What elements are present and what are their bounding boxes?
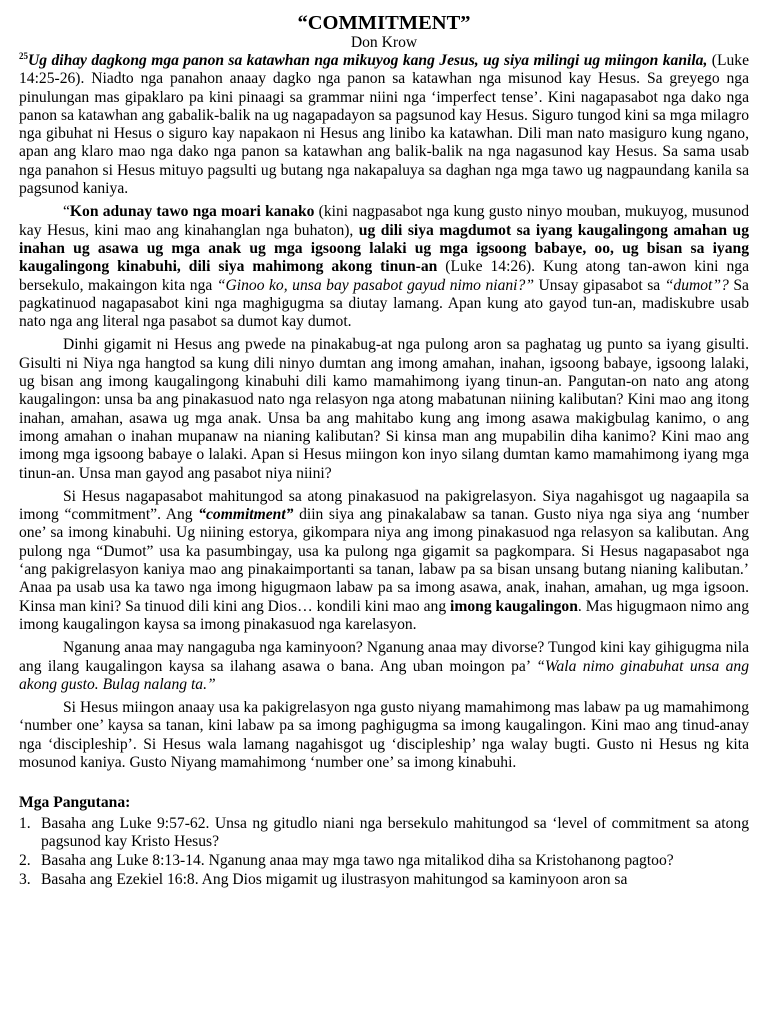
paragraph-2-text-4: Sa pagkatinuod nagapasabot kini nga maghigugma sa diutay lamang. Apan kung ato gayod tun-an, madiskubre usab nato nga ang literal nga pasabot sa dumot kay dumot. <box>19 276 749 331</box>
question-number: 1. <box>19 814 31 832</box>
questions-heading: Mga Pangutana: <box>19 794 131 812</box>
question-text: Basaha ang Ezekiel 16:8. Ang Dios migamit ug ilustrasyon mahitungod sa kaminyoon aron sa <box>41 871 628 889</box>
paragraph-4-text-2: diin siya ang pinakalabaw sa tanan. Gusto niya nga siya ang ‘number one’ sa imong kinabuhi. Ug niining estorya, gikompara niya ang imong pinakasuod nga relasyon sa kalibutan. Ang pulong nga “Dumot” usa ka pasumbingay, usa ka pulong nga gigamit sa pagkompara. Si Hesus nagapasabot nga ‘ang pakigrelasyon kaniya mao ang pinakaimportanti sa tanan, labaw pa sa bisan unsang butang nianing kalibutan.’ Anaa pa usab usa ka tawo nga imong higugmaon labaw pa sa imong asawa, anak, inahan, amahan, ug mga igsoon. Kinsa man kini? Sa tinuod dili kini ang Dios… kondili kini mao ang <box>19 506 749 615</box>
document-title: “COMMITMENT” <box>297 12 471 34</box>
question-text: Basaha ang Luke 9:57-62. Unsa ng gitudlo niani nga bersekulo mahitungod sa ‘level of commitment sa atong pagsunod kay Kristo Hesus? <box>41 814 749 850</box>
open-quote: “ <box>63 203 70 221</box>
paragraph-3: Dinhi gigamit ni Hesus ang pwede na pinakabug-at nga pulong aron sa paghatag ug punto sa iyang gisulti. Gisulti ni Niya nga hangtod sa kung dili ninyo dumtan ang imong amahan, inahan, igsoong babaye, igsoong lalaki, ug bisan ang imong kaugalingong kinabuhi dili kamo mamahimong iyang tinun-an. Pangutan-on nato ang atong kaugalingon: unsa ba ang pinakasuod nato nga relasyon nga atong mabatunan niining kalibutan? Kini mao ang itong inahan, amahan, asawa ug mga anak. Unsa ba ang mahitabo kung ang imong asawa makigbulag kanimo, o ang imong amahan o inahan mupanaw na nianing kalibutan? Si kinsa man ang mupabilin diha kanimo? Kini mao ang imong mga igsoong babaye o lalaki. Apan si Hesus miingon kon inyo silang dumtan kamo mamahimong iyang mga tinun-an. Unsa man gayod ang pasabot niya niini? <box>19 336 749 482</box>
paragraph-2 <box>19 203 749 331</box>
italic-phrase-1: “Ginoo ko, unsa bay pasabot gayud nimo niani?” <box>216 276 534 294</box>
paragraph-1 <box>19 52 749 198</box>
paragraph-5-quote: “Wala nimo ginabuhat unsa ang akong gusto. Bulag nalang ta.” <box>19 657 750 693</box>
commitment-emphasis: “commitment” <box>198 506 294 524</box>
paragraph-5-text: Nganung anaa may nangaguba nga kaminyoon? Nganung anaa may divorse? Tungod kini kay gihigugma nila ang ilang kaugalingon kaysa sa ilahang asawa o bana. Ang uban moingon pa’ <box>19 639 749 675</box>
paragraph-5 <box>19 639 749 694</box>
paragraph-2-text-2: (Luke 14:26). Kung atong tan-awon kini nga bersekulo, makaingon kita nga <box>19 258 749 294</box>
question-text: Basaha ang Luke 8:13-14. Nganung anaa may mga tawo nga mitalikod diha sa Kristohanong pagtoo? <box>41 852 674 870</box>
question-item <box>19 871 749 889</box>
imong-kaugalingon-emphasis: imong kaugalingon <box>450 597 578 615</box>
question-number: 3. <box>19 871 31 889</box>
scripture-quote: Ug dihay dagkong mga panon sa katawhan nga mikuyog kang Jesus, ug siya milingi ug miingon kanila, <box>28 52 708 69</box>
document-author: Don Krow <box>350 34 418 51</box>
questions-list <box>19 815 749 890</box>
bold-phrase-1: Kon adunay tawo nga moari kanako <box>69 203 315 221</box>
paragraph-2-text-3: Unsay gipasabot sa <box>534 276 665 294</box>
paragraph-4-text-3: . Mas higugmaon nimo ang imong kaugalingon kaysa sa imong pinakasuod nga karelasyon. <box>19 597 749 633</box>
paragraph-6: Si Hesus miingon anaay usa ka pakigrelasyon nga gusto niyang mamahimong mas labaw pa ug mamahimong ‘number one’ kaysa sa tanan, kini labaw pa sa imong paghigugma sa imong kaugalingon. Kini mao ang tinud-anay nga ‘discipleship’. Si Hesus wala lamang nagahisgot ug ‘discipleship’ nga walay bugti. Gusto ni Hesus ng kita mosunod kaniya. Gusto Niyang mamahimong ‘number one’ sa imong kinabuhi. <box>19 699 749 771</box>
verse-number: 25 <box>19 50 28 61</box>
italic-phrase-2: “dumot”? <box>664 276 729 294</box>
bold-phrase-2: ug dili siya magdumot sa iyang kaugalingong amahan ug inahan ug asawa ug mga anak ug mga igsoong lalaki ug mga igsoong babaye, oo, ug bisan sa iyang kaugalingong kinabuhi, dili siya mahimong akong tinun-an <box>19 221 749 276</box>
scripture-reference: (Luke 14:25-26). <box>19 52 749 88</box>
paragraph-4 <box>19 488 749 634</box>
paragraph-2-text-1: (kini nagpasabot nga kung gusto ninyo mouban, mukuyog, musunod kay Hesus, kini mao ang kinahanglan nga buhaton), <box>19 203 750 239</box>
paragraph-1-text: Niadto nga panahon anaay dagko nga panon sa katawhan nga misunod kay Hesus. Sa greyego nga pinulungan mas gipaklaro pa kini pinaagi sa grammar niini nga ‘imperfect tense’. Kini nagapasabot nga dako nga panon sa katawhan ang gabalik-balik na ug nagapadayon sa pagsunod kay Hesus. Siguro tungod kini sa mga milagro nga gibuhat ni Hesus o siguro kay napakaon ni Hesus ang linibo ka katawhan. Dili man nato masiguro kung ngano, apan ang klaro mao nga dako nga panon sa katawhan ang balik-balik na nga nagasunod kay Hesus. Sa sama usab nga panahon si Hesus mituyo pagsulti ug butang nga nakapaluya sa daghan nga mga tawo ug nagpaundang kanila sa pagsunod kaniya. <box>19 70 750 198</box>
question-number: 2. <box>19 852 31 870</box>
question-item <box>19 815 749 852</box>
paragraph-4-text-1: Si Hesus nagapasabot mahitungod sa atong pinakasuod na pakigrelasyon. Siya nagahisgot ug nagaapila sa imong “commitment”. Ang <box>19 487 749 524</box>
question-item <box>19 852 749 870</box>
